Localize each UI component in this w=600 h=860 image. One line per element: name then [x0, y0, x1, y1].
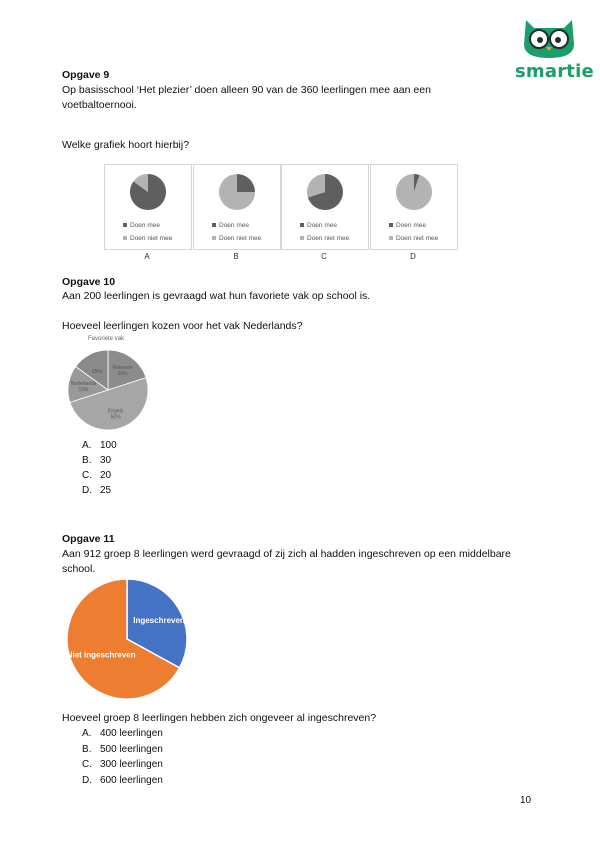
q11-pie-chart — [65, 574, 195, 704]
q9-pie — [389, 170, 439, 214]
option-letter: D. — [82, 774, 92, 786]
q10-pie-chart — [63, 345, 153, 435]
q11-heading: Opgave 11 — [62, 533, 115, 545]
q10-option-b — [82, 455, 111, 466]
option-letter: B. — [82, 455, 92, 466]
legend-label-doen-mee: Doen mee — [307, 222, 337, 229]
pie-slice-doen-mee — [237, 174, 255, 192]
pie-slice-label: Ingeschreven — [133, 616, 185, 626]
legend-doen-niet-mee — [123, 235, 172, 242]
option-text: 20 — [100, 470, 112, 481]
legend-label-doen-niet-mee: Doen niet mee — [307, 235, 350, 242]
q9-chart-letter: B — [233, 252, 239, 261]
legend-label-doen-mee: Doen mee — [396, 222, 426, 229]
logo-text: smartie — [515, 61, 594, 82]
legend-doen-niet-mee — [212, 235, 261, 242]
option-text: 25 — [100, 485, 112, 496]
option-letter: C. — [82, 759, 92, 770]
legend-label-doen-niet-mee: Doen niet mee — [130, 235, 173, 242]
option-letter: C. — [82, 470, 92, 481]
legend-doen-mee — [300, 222, 337, 229]
owl-icon — [512, 14, 586, 60]
option-letter: B. — [82, 743, 92, 755]
pie-slice-doen-niet-mee — [396, 174, 432, 210]
q9-chart-d — [370, 164, 458, 250]
q11-option-a — [82, 728, 163, 739]
legend-label-doen-mee: Doen mee — [219, 222, 249, 229]
q11-question: Hoeveel groep 8 leerlingen hebben zich ongeveer al ingeschreven? — [62, 712, 377, 724]
q10-question: Hoeveel leerlingen kozen voor het vak Nederlands? — [62, 320, 303, 332]
smartie-logo — [512, 14, 594, 86]
pie-slice-label: Engels — [108, 408, 124, 415]
q9-pie — [123, 170, 173, 214]
pie-slice-label: Nederlands — [70, 381, 97, 388]
q9-heading: Opgave 9 — [62, 69, 110, 81]
legend-label-doen-niet-mee: Doen niet mee — [396, 235, 439, 242]
q9-question: Welke grafiek hoort hierbij? — [62, 139, 190, 151]
pie-slice-label: Rekenen — [112, 364, 133, 371]
page-number: 10 — [520, 795, 532, 806]
q9-text-line2: voetbaltoernooi. — [62, 99, 137, 111]
legend-doen-mee — [212, 222, 249, 229]
q9-chart-letter: C — [321, 252, 327, 261]
q9-pie — [300, 170, 350, 214]
legend-doen-mee — [123, 222, 160, 229]
q10-option-a — [82, 440, 117, 451]
q11-option-c — [82, 759, 163, 770]
pie-slice-label: 50% — [110, 414, 121, 421]
option-text: 600 leerlingen — [100, 774, 163, 786]
legend-doen-mee — [389, 222, 426, 229]
option-letter: D. — [82, 485, 92, 496]
q9-chart-b — [193, 164, 281, 250]
q9-chart-letter: A — [144, 252, 150, 261]
q10-option-c — [82, 470, 111, 481]
pie-slice-label: 15% — [91, 368, 102, 375]
q11-text-line1: Aan 912 groep 8 leerlingen werd gevraagd of zij zich al hadden ingeschreven op een middelbare — [62, 548, 511, 560]
q9-chart-c — [281, 164, 369, 250]
option-text: 30 — [100, 455, 112, 466]
option-text: 400 leerlingen — [100, 728, 163, 739]
q9-text-line1: Op basisschool ‘Het plezier’ doen alleen 90 van de 360 leerlingen mee aan een — [62, 84, 431, 96]
q9-chart-letter: D — [410, 252, 416, 261]
option-text: 300 leerlingen — [100, 759, 163, 770]
q10-heading: Opgave 10 — [62, 276, 116, 288]
q10-text-line1: Aan 200 leerlingen is gevraagd wat hun favoriete vak op school is. — [62, 290, 371, 302]
q10-option-d — [82, 485, 111, 496]
q11-text-line2: school. — [62, 563, 96, 575]
option-text: 100 — [100, 440, 117, 451]
legend-doen-niet-mee — [300, 235, 349, 242]
pie-slice-label: 20% — [117, 370, 128, 377]
pie-slice-label: 15% — [78, 387, 89, 394]
option-text: 500 leerlingen — [100, 743, 163, 755]
option-letter: A. — [82, 440, 92, 451]
q11-option-b — [82, 744, 163, 755]
legend-label-doen-mee: Doen mee — [130, 222, 160, 229]
legend-label-doen-niet-mee: Doen niet mee — [219, 235, 262, 242]
q9-chart-a — [104, 164, 192, 250]
legend-doen-niet-mee — [389, 235, 438, 242]
q10-chart-title: Favoriete vak — [88, 336, 125, 342]
pie-slice-label: Niet ingeschreven — [66, 650, 136, 660]
q9-pie — [212, 170, 262, 214]
option-letter: A. — [82, 728, 92, 739]
q11-option-d — [82, 775, 163, 786]
